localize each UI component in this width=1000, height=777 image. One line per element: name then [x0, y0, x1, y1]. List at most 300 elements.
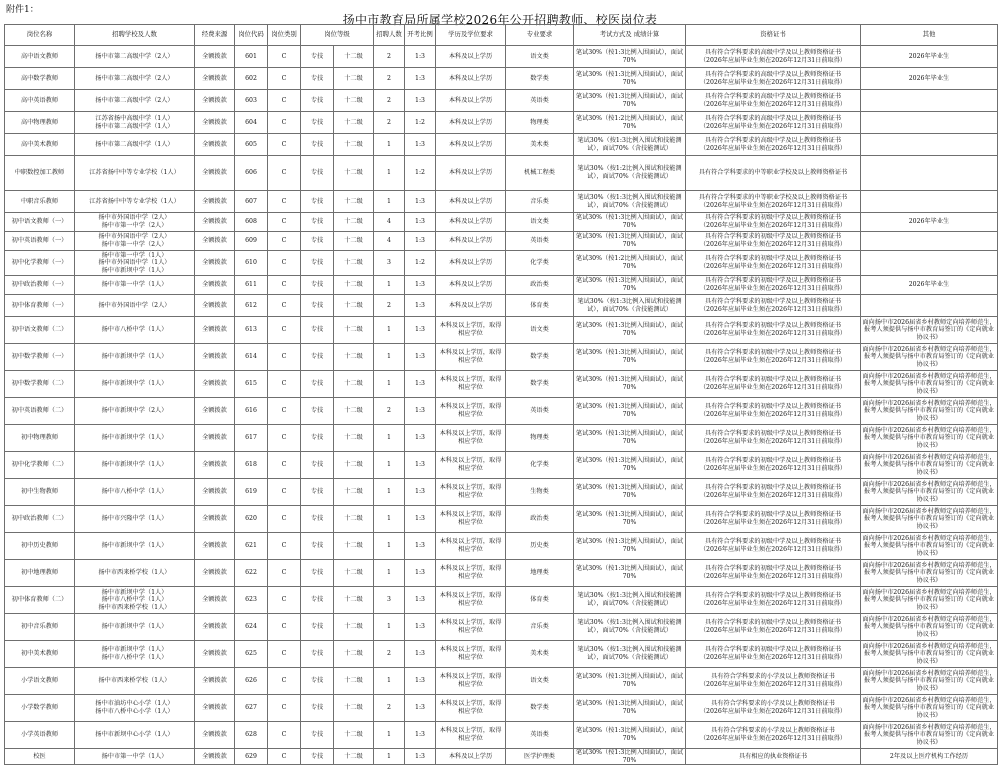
cell-ratio: 1:3	[405, 90, 436, 112]
cell-code: 624	[235, 614, 268, 641]
cell-fund: 全额拨款	[195, 587, 235, 614]
cell-code: 627	[235, 695, 268, 722]
cell-count: 1	[374, 317, 405, 344]
cell-exam: 笔试30%（按1:3比例入围面试），面试70%	[574, 213, 686, 232]
cell-count: 2	[374, 641, 405, 668]
table-row	[5, 722, 998, 749]
cell-level-a: 专技	[301, 533, 334, 560]
cell-name: 初中英语教师（二）	[5, 398, 75, 425]
cell-ratio: 1:3	[405, 232, 436, 251]
cell-school: 扬中市新坝中学（1人）	[75, 452, 195, 479]
cell-type: C	[268, 398, 301, 425]
cell-cert: 具有符合学科要求的初级中学及以上教师资格证书 （2026年应届毕业生须在2026年12月31日前取得）	[686, 506, 861, 533]
cell-fund: 全额拨款	[195, 232, 235, 251]
cell-ratio: 1:3	[405, 213, 436, 232]
cell-type: C	[268, 295, 301, 317]
cell-cert: 具有符合学科要求的高级中学及以上教师资格证书 （2026年应届毕业生须在2026年12月31日前取得）	[686, 134, 861, 156]
cell-code: 628	[235, 722, 268, 749]
cell-name: 高中语文教师	[5, 46, 75, 68]
cell-fund: 全额拨款	[195, 533, 235, 560]
cell-level-b: 十二级	[334, 479, 374, 506]
cell-school: 扬中市新坝中学（1人）	[75, 614, 195, 641]
table-row	[5, 641, 998, 668]
cell-type: C	[268, 641, 301, 668]
cell-count: 2	[374, 295, 405, 317]
table-row	[5, 46, 998, 68]
cell-level-b: 十二级	[334, 452, 374, 479]
cell-exam: 笔试30%（按1:3比例入围面试），面试70%	[574, 479, 686, 506]
cell-count: 1	[374, 344, 405, 371]
cell-cert: 具有符合学科要求的初级中学及以上教师资格证书 （2026年应届毕业生须在2026年12月31日前取得）	[686, 425, 861, 452]
cell-cert: 具有符合学科要求的初级中学及以上教师资格证书 （2026年应届毕业生须在2026年12月31日前取得）	[686, 251, 861, 276]
cell-level-b: 十二级	[334, 506, 374, 533]
cell-name: 初中化学教师（一）	[5, 251, 75, 276]
cell-count: 2	[374, 695, 405, 722]
cell-cert: 具有符合学科要求的高级中学及以上教师资格证书 （2026年应届毕业生须在2026年12月31日前取得）	[686, 46, 861, 68]
header-fund: 经费来源	[195, 25, 235, 46]
cell-edu: 本科及以上学历，取得相应学位	[436, 506, 506, 533]
table-row	[5, 371, 998, 398]
cell-exam: 笔试30%（按1:3比例入围面试），面试70%	[574, 722, 686, 749]
cell-type: C	[268, 232, 301, 251]
cell-ratio: 1:3	[405, 398, 436, 425]
cell-level-a: 专技	[301, 68, 334, 90]
cell-exam: 笔试30%（按1:3比例入围面试），面试70%	[574, 68, 686, 90]
cell-major: 音乐类	[506, 614, 574, 641]
table-row	[5, 232, 998, 251]
cell-cert: 具有符合学科要求的初级中学及以上教师资格证书 （2026年应届毕业生须在2026年12月31日前取得）	[686, 587, 861, 614]
cell-ratio: 1:2	[405, 156, 436, 191]
cell-level-a: 专技	[301, 112, 334, 134]
table-row	[5, 425, 998, 452]
cell-type: C	[268, 213, 301, 232]
cell-type: C	[268, 112, 301, 134]
cell-count: 1	[374, 533, 405, 560]
cell-level-a: 专技	[301, 295, 334, 317]
cell-code: 603	[235, 90, 268, 112]
cell-major: 语文类	[506, 668, 574, 695]
cell-exam: 笔试30%（按1:3比例入围试和技能测试），面试70%（含技能测试）	[574, 295, 686, 317]
cell-other: 面向扬中市2026届省乡村教师定向培养师范生，报考人须提供与扬中市教育局签订的《定向就业协议书》	[861, 425, 998, 452]
cell-exam: 笔试30%（按1:3比例入围面试），面试70%	[574, 695, 686, 722]
cell-level-a: 专技	[301, 371, 334, 398]
cell-level-b: 十二级	[334, 641, 374, 668]
cell-fund: 全额拨款	[195, 452, 235, 479]
cell-cert: 具有符合学科要求的高级中学及以上教师资格证书 （2026年应届毕业生须在2026年12月31日前取得）	[686, 90, 861, 112]
cell-fund: 全额拨款	[195, 398, 235, 425]
cell-level-b: 十二级	[334, 68, 374, 90]
cell-name: 高中物理教师	[5, 112, 75, 134]
cell-level-b: 十二级	[334, 425, 374, 452]
cell-major: 音乐类	[506, 191, 574, 213]
cell-type: C	[268, 191, 301, 213]
table-row	[5, 587, 998, 614]
cell-fund: 全额拨款	[195, 425, 235, 452]
cell-other: 面向扬中市2026届省乡村教师定向培养师范生，报考人须提供与扬中市教育局签订的《定向就业协议书》	[861, 344, 998, 371]
cell-type: C	[268, 695, 301, 722]
cell-count: 3	[374, 587, 405, 614]
cell-edu: 本科及以上学历	[436, 46, 506, 68]
cell-level-b: 十二级	[334, 614, 374, 641]
cell-level-a: 专技	[301, 251, 334, 276]
cell-level-b: 十二级	[334, 90, 374, 112]
cell-school: 扬中市新坝中学（1人）	[75, 344, 195, 371]
cell-other: 2026年毕业生	[861, 46, 998, 68]
header-count: 招聘人数	[374, 25, 405, 46]
cell-ratio: 1:3	[405, 749, 436, 765]
cell-code: 621	[235, 533, 268, 560]
cell-school: 扬中市第二高级中学（2人）	[75, 90, 195, 112]
cell-level-a: 专技	[301, 276, 334, 295]
cell-count: 2	[374, 46, 405, 68]
cell-type: C	[268, 560, 301, 587]
cell-name: 高中美术教师	[5, 134, 75, 156]
cell-ratio: 1:3	[405, 68, 436, 90]
header-level: 岗位等级	[301, 25, 374, 46]
cell-major: 英语类	[506, 398, 574, 425]
table-row	[5, 68, 998, 90]
cell-other	[861, 251, 998, 276]
cell-type: C	[268, 425, 301, 452]
cell-ratio: 1:3	[405, 425, 436, 452]
cell-level-a: 专技	[301, 46, 334, 68]
cell-ratio: 1:3	[405, 614, 436, 641]
table-row	[5, 156, 998, 191]
cell-type: C	[268, 344, 301, 371]
cell-fund: 全额拨款	[195, 371, 235, 398]
cell-count: 1	[374, 668, 405, 695]
cell-edu: 本科及以上学历	[436, 749, 506, 765]
cell-count: 2	[374, 68, 405, 90]
cell-name: 高中英语教师	[5, 90, 75, 112]
cell-major: 机械工程类	[506, 156, 574, 191]
cell-code: 601	[235, 46, 268, 68]
cell-ratio: 1:2	[405, 112, 436, 134]
cell-fund: 全额拨款	[195, 251, 235, 276]
cell-level-a: 专技	[301, 213, 334, 232]
cell-ratio: 1:3	[405, 641, 436, 668]
table-row	[5, 668, 998, 695]
cell-major: 英语类	[506, 722, 574, 749]
cell-exam: 笔试30%（按1:3比例入围面试），面试70%	[574, 749, 686, 765]
cell-edu: 本科及以上学历	[436, 295, 506, 317]
cell-major: 医学护理类	[506, 749, 574, 765]
cell-major: 美术类	[506, 134, 574, 156]
cell-count: 1	[374, 425, 405, 452]
cell-edu: 本科及以上学历	[436, 251, 506, 276]
cell-fund: 全额拨款	[195, 668, 235, 695]
cell-fund: 全额拨款	[195, 276, 235, 295]
cell-level-a: 专技	[301, 398, 334, 425]
cell-count: 1	[374, 191, 405, 213]
cell-level-b: 十二级	[334, 398, 374, 425]
cell-count: 2	[374, 90, 405, 112]
cell-name: 初中物理教师	[5, 425, 75, 452]
cell-code: 618	[235, 452, 268, 479]
cell-fund: 全额拨款	[195, 213, 235, 232]
cell-type: C	[268, 371, 301, 398]
header-major: 专业要求	[506, 25, 574, 46]
cell-exam: 笔试30%（按1:3比例入围面试），面试70%	[574, 90, 686, 112]
table-body	[5, 46, 998, 765]
cell-school: 扬中市第一中学（1人）	[75, 276, 195, 295]
cell-other: 面向扬中市2026届省乡村教师定向培养师范生，报考人须提供与扬中市教育局签订的《定向就业协议书》	[861, 533, 998, 560]
cell-count: 1	[374, 156, 405, 191]
cell-edu: 本科及以上学历，取得相应学位	[436, 533, 506, 560]
cell-code: 602	[235, 68, 268, 90]
header-cert: 资格证书	[686, 25, 861, 46]
cell-cert: 具有符合学科要求的高级中学及以上教师资格证书 （2026年应届毕业生须在2026年12月31日前取得）	[686, 112, 861, 134]
cell-name: 初中体育教师（一）	[5, 295, 75, 317]
table-row	[5, 506, 998, 533]
cell-other: 面向扬中市2026届省乡村教师定向培养师范生，报考人须提供与扬中市教育局签订的《定向就业协议书》	[861, 452, 998, 479]
cell-code: 607	[235, 191, 268, 213]
cell-ratio: 1:3	[405, 295, 436, 317]
cell-major: 语文类	[506, 46, 574, 68]
cell-cert: 具有符合学科要求的初级中学及以上教师资格证书 （2026年应届毕业生须在2026年12月31日前取得）	[686, 614, 861, 641]
cell-code: 616	[235, 398, 268, 425]
table-row	[5, 134, 998, 156]
cell-ratio: 1:3	[405, 46, 436, 68]
cell-name: 初中数学教师（二）	[5, 371, 75, 398]
cell-cert: 具有符合学科要求的小学及以上教师资格证书 （2026年应届毕业生须在2026年12月31日前取得）	[686, 695, 861, 722]
header-type: 岗位类别	[268, 25, 301, 46]
table-row	[5, 112, 998, 134]
cell-exam: 笔试30%（按1:3比例入围面试），面试70%	[574, 452, 686, 479]
cell-major: 数学类	[506, 344, 574, 371]
cell-edu: 本科及以上学历	[436, 276, 506, 295]
cell-fund: 全额拨款	[195, 749, 235, 765]
cell-level-a: 专技	[301, 587, 334, 614]
cell-major: 语文类	[506, 213, 574, 232]
cell-school: 扬中市第二高级中学（2人）	[75, 46, 195, 68]
cell-level-b: 十二级	[334, 668, 374, 695]
cell-edu: 本科及以上学历，取得相应学位	[436, 479, 506, 506]
table-row	[5, 560, 998, 587]
cell-major: 生物类	[506, 479, 574, 506]
table-row	[5, 90, 998, 112]
cell-fund: 全额拨款	[195, 695, 235, 722]
cell-edu: 本科及以上学历，取得相应学位	[436, 452, 506, 479]
cell-cert: 具有相应的执业资格证书	[686, 749, 861, 765]
cell-exam: 笔试30%（按1:3比例入围试和技能测试），面试70%（含技能测试）	[574, 614, 686, 641]
cell-ratio: 1:3	[405, 317, 436, 344]
cell-name: 初中数学教师（一）	[5, 344, 75, 371]
cell-level-a: 专技	[301, 425, 334, 452]
cell-fund: 全额拨款	[195, 156, 235, 191]
cell-fund: 全额拨款	[195, 479, 235, 506]
cell-type: C	[268, 533, 301, 560]
cell-code: 608	[235, 213, 268, 232]
cell-ratio: 1:3	[405, 668, 436, 695]
cell-exam: 笔试30%（按1:3比例入围面试），面试70%	[574, 533, 686, 560]
cell-cert: 具有符合学科要求的初级中学及以上教师资格证书 （2026年应届毕业生须在2026年12月31日前取得）	[686, 452, 861, 479]
header-code: 岗位代码	[235, 25, 268, 46]
cell-level-b: 十二级	[334, 213, 374, 232]
cell-other: 面向扬中市2026届省乡村教师定向培养师范生，报考人须提供与扬中市教育局签订的《定向就业协议书》	[861, 668, 998, 695]
cell-edu: 本科及以上学历	[436, 68, 506, 90]
cell-edu: 本科及以上学历，取得相应学位	[436, 425, 506, 452]
table-header-row	[5, 25, 998, 46]
cell-code: 625	[235, 641, 268, 668]
cell-edu: 本科及以上学历	[436, 90, 506, 112]
cell-school: 扬中市第二高级中学（1人）	[75, 134, 195, 156]
cell-count: 4	[374, 232, 405, 251]
cell-school: 江苏省扬中中等专业学校（1人）	[75, 191, 195, 213]
cell-level-a: 专技	[301, 722, 334, 749]
cell-other	[861, 134, 998, 156]
cell-edu: 本科及以上学历	[436, 112, 506, 134]
cell-ratio: 1:3	[405, 452, 436, 479]
cell-level-b: 十二级	[334, 134, 374, 156]
cell-major: 英语类	[506, 232, 574, 251]
cell-name: 初中英语教师（一）	[5, 232, 75, 251]
cell-level-b: 十二级	[334, 295, 374, 317]
cell-school: 扬中市第二高级中学（2人）	[75, 68, 195, 90]
cell-code: 615	[235, 371, 268, 398]
cell-code: 629	[235, 749, 268, 765]
cell-ratio: 1:3	[405, 587, 436, 614]
cell-level-b: 十二级	[334, 317, 374, 344]
cell-school: 扬中市外国语中学（2人） 扬中市第一中学（2人）	[75, 213, 195, 232]
cell-school: 扬中市新坝中心小学（1人）	[75, 722, 195, 749]
header-exam: 考试方式及 成绩计算	[574, 25, 686, 46]
cell-ratio: 1:3	[405, 533, 436, 560]
cell-count: 1	[374, 134, 405, 156]
table-row	[5, 344, 998, 371]
cell-edu: 本科及以上学历，取得相应学位	[436, 371, 506, 398]
cell-name: 初中历史教师	[5, 533, 75, 560]
cell-count: 1	[374, 614, 405, 641]
header-ratio: 开考比例	[405, 25, 436, 46]
cell-name: 初中政治教师（一）	[5, 276, 75, 295]
table-row	[5, 398, 998, 425]
cell-ratio: 1:3	[405, 134, 436, 156]
cell-level-a: 专技	[301, 479, 334, 506]
cell-code: 614	[235, 344, 268, 371]
cell-cert: 具有符合学科要求的初级中学及以上教师资格证书 （2026年应届毕业生须在2026年12月31日前取得）	[686, 533, 861, 560]
cell-count: 1	[374, 506, 405, 533]
cell-name: 小学英语教师	[5, 722, 75, 749]
cell-school: 扬中市外国语中学（2人） 扬中市第一中学（2人）	[75, 232, 195, 251]
attachment-label: 附件1：	[6, 5, 39, 15]
cell-exam: 笔试30%（按1:2比例入围试和技能测试），面试70%（含技能测试）	[574, 156, 686, 191]
cell-edu: 本科及以上学历	[436, 134, 506, 156]
cell-type: C	[268, 668, 301, 695]
cell-edu: 本科及以上学历，取得相应学位	[436, 344, 506, 371]
cell-count: 4	[374, 213, 405, 232]
cell-ratio: 1:3	[405, 695, 436, 722]
cell-count: 3	[374, 251, 405, 276]
cell-other: 面向扬中市2026届省乡村教师定向培养师范生，报考人须提供与扬中市教育局签订的《定向就业协议书》	[861, 695, 998, 722]
cell-fund: 全额拨款	[195, 614, 235, 641]
cell-other: 面向扬中市2026届省乡村教师定向培养师范生，报考人须提供与扬中市教育局签订的《定向就业协议书》	[861, 506, 998, 533]
table-row	[5, 295, 998, 317]
cell-other: 面向扬中市2026届省乡村教师定向培养师范生，报考人须提供与扬中市教育局签订的《定向就业协议书》	[861, 317, 998, 344]
cell-other	[861, 232, 998, 251]
cell-edu: 本科及以上学历，取得相应学位	[436, 614, 506, 641]
cell-type: C	[268, 749, 301, 765]
cell-type: C	[268, 479, 301, 506]
table-row	[5, 533, 998, 560]
cell-other: 面向扬中市2026届省乡村教师定向培养师范生，报考人须提供与扬中市教育局签订的《定向就业协议书》	[861, 560, 998, 587]
cell-cert: 具有符合学科要求的初级中学及以上教师资格证书 （2026年应届毕业生须在2026年12月31日前取得）	[686, 479, 861, 506]
cell-type: C	[268, 722, 301, 749]
cell-count: 2	[374, 398, 405, 425]
cell-level-a: 专技	[301, 452, 334, 479]
cell-cert: 具有符合学科要求的初级中学及以上教师资格证书 （2026年应届毕业生须在2026年12月31日前取得）	[686, 232, 861, 251]
cell-level-a: 专技	[301, 749, 334, 765]
cell-level-a: 专技	[301, 506, 334, 533]
cell-major: 体育类	[506, 587, 574, 614]
cell-ratio: 1:3	[405, 479, 436, 506]
cell-major: 化学类	[506, 251, 574, 276]
cell-code: 617	[235, 425, 268, 452]
cell-level-b: 十二级	[334, 232, 374, 251]
cell-level-a: 专技	[301, 156, 334, 191]
cell-level-b: 十二级	[334, 371, 374, 398]
cell-level-b: 十二级	[334, 749, 374, 765]
cell-other: 面向扬中市2026届省乡村教师定向培养师范生，报考人须提供与扬中市教育局签订的《定向就业协议书》	[861, 614, 998, 641]
cell-level-b: 十二级	[334, 112, 374, 134]
cell-major: 数学类	[506, 371, 574, 398]
cell-major: 语文类	[506, 317, 574, 344]
positions-table	[4, 24, 998, 765]
cell-other: 面向扬中市2026届省乡村教师定向培养师范生，报考人须提供与扬中市教育局签订的《定向就业协议书》	[861, 641, 998, 668]
cell-fund: 全额拨款	[195, 506, 235, 533]
cell-code: 610	[235, 251, 268, 276]
cell-fund: 全额拨款	[195, 641, 235, 668]
cell-school: 扬中市新坝中学（1人） 扬中市八桥中学（1人） 扬中市西来桥学校（1人）	[75, 587, 195, 614]
cell-code: 623	[235, 587, 268, 614]
cell-exam: 笔试30%（按1:3比例入围面试），面试70%	[574, 506, 686, 533]
table-row	[5, 276, 998, 295]
cell-exam: 笔试30%（按1:3比例入围面试），面试70%	[574, 560, 686, 587]
cell-code: 606	[235, 156, 268, 191]
cell-name: 校医	[5, 749, 75, 765]
cell-ratio: 1:3	[405, 344, 436, 371]
cell-level-b: 十二级	[334, 251, 374, 276]
cell-exam: 笔试30%（按1:3比例入围面试），面试70%	[574, 276, 686, 295]
cell-major: 地理类	[506, 560, 574, 587]
cell-fund: 全额拨款	[195, 722, 235, 749]
cell-fund: 全额拨款	[195, 112, 235, 134]
cell-other: 面向扬中市2026届省乡村教师定向培养师范生，报考人须提供与扬中市教育局签订的《定向就业协议书》	[861, 722, 998, 749]
cell-fund: 全额拨款	[195, 90, 235, 112]
cell-cert: 具有符合学科要求的中等职业学校及以上教师资格证书 （2026年应届毕业生须在2026年12月31日前取得）	[686, 191, 861, 213]
cell-school: 江苏省扬中中等专业学校（1人）	[75, 156, 195, 191]
cell-code: 619	[235, 479, 268, 506]
cell-major: 政治类	[506, 276, 574, 295]
cell-type: C	[268, 90, 301, 112]
cell-name: 初中化学教师（二）	[5, 452, 75, 479]
cell-exam: 笔试30%（按1:3比例入围试和技能测试），面试70%（含技能测试）	[574, 641, 686, 668]
cell-fund: 全额拨款	[195, 295, 235, 317]
cell-fund: 全额拨款	[195, 317, 235, 344]
cell-other: 面向扬中市2026届省乡村教师定向培养师范生，报考人须提供与扬中市教育局签订的《定向就业协议书》	[861, 398, 998, 425]
page-title: 扬中市教育局所属学校2026年公开招聘教师、校医岗位表	[342, 13, 658, 27]
cell-exam: 笔试30%（按1:3比例入围试和技能测试），面试70%（含技能测试）	[574, 191, 686, 213]
cell-name: 初中语文教师（二）	[5, 317, 75, 344]
cell-school: 扬中市八桥中学（1人）	[75, 479, 195, 506]
cell-school: 扬中市兴隆中学（1人）	[75, 506, 195, 533]
cell-count: 1	[374, 371, 405, 398]
table-row	[5, 213, 998, 232]
cell-name: 初中生物教师	[5, 479, 75, 506]
cell-level-b: 十二级	[334, 695, 374, 722]
header-name: 岗位名称	[5, 25, 75, 46]
cell-level-a: 专技	[301, 641, 334, 668]
